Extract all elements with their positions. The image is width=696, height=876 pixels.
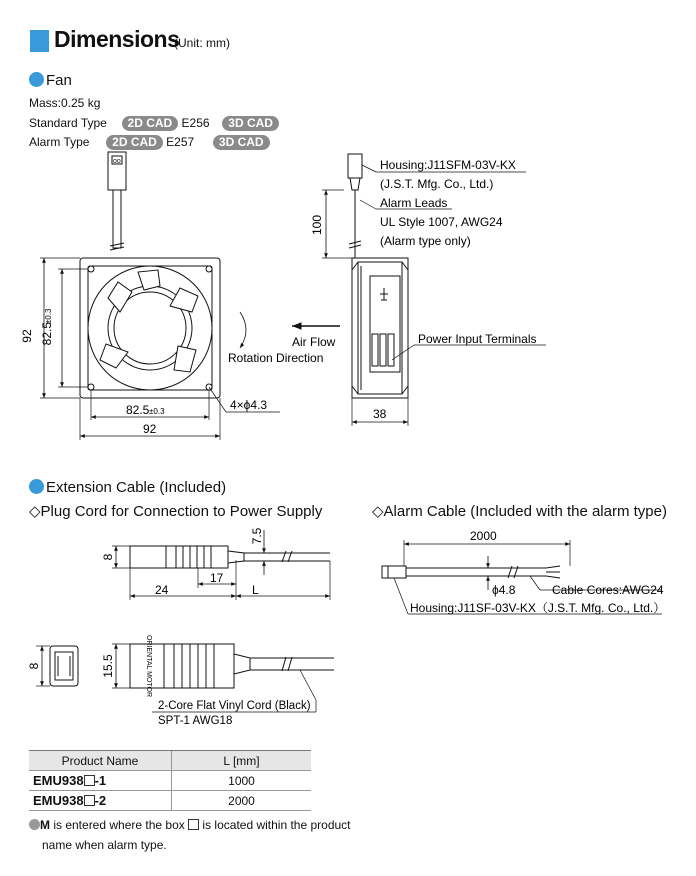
- housing-maker: (J.S.T. Mfg. Co., Ltd.): [380, 177, 494, 191]
- alarm-code: E257: [166, 135, 195, 149]
- tol-horizontal: ±0.3: [149, 407, 165, 416]
- dim-L: L: [252, 583, 259, 597]
- note-text-2: is located within the product: [199, 818, 351, 832]
- note: [29, 815, 351, 855]
- table-header-row: [29, 751, 311, 771]
- holes-label: 4×ϕ4.3: [230, 398, 268, 412]
- mass-label: Mass:0.25 kg: [29, 96, 101, 110]
- power-input-label: Power Input Terminals: [418, 332, 537, 346]
- housing-label: Housing:J11SFM-03V-KX: [380, 158, 516, 172]
- oriental-motor-mark: ORIENTAL MOTOR: [145, 634, 152, 698]
- fan-front-view: [40, 152, 280, 440]
- alarm-housing-label: Housing:J11SF-03V-KX（J.S.T. Mfg. Co., Ltd.）: [410, 601, 666, 615]
- product-suffix: -2: [94, 793, 107, 808]
- product-name: [29, 771, 172, 791]
- alarm-leads-label: Alarm Leads: [380, 196, 448, 210]
- air-flow-label: Air Flow: [292, 335, 336, 349]
- product-prefix: EMU938: [33, 773, 84, 788]
- note-text-3: name when alarm type.: [42, 838, 167, 852]
- alarm-diameter: ϕ4.8: [492, 583, 516, 597]
- note-text-1: is entered where the box: [50, 818, 189, 832]
- dim-38: 38: [373, 407, 387, 421]
- alarm-3d-cad-button[interactable]: 3D CAD: [213, 135, 270, 150]
- ul-style-label: UL Style 1007, AWG24: [380, 215, 503, 229]
- product-name: [29, 791, 172, 811]
- page-title: Dimensions: [54, 26, 180, 52]
- fan-heading-label: Fan: [46, 72, 72, 89]
- bullet-icon: [29, 479, 44, 494]
- rotation-direction-label: Rotation Direction: [228, 351, 324, 365]
- box-icon: [84, 795, 95, 806]
- note-bullet-icon: [29, 819, 40, 830]
- product-table: [29, 750, 311, 811]
- dim-8-top: 8: [101, 553, 115, 561]
- extension-heading: [29, 479, 226, 496]
- plug-end-view: [36, 646, 78, 686]
- dim-8-side: 8: [27, 662, 41, 670]
- unit-label: (Unit: mm): [174, 36, 230, 50]
- dim-92-vertical: 92: [20, 329, 34, 343]
- cord-spec-line1: 2-Core Flat Vinyl Cord (Black): [158, 700, 311, 712]
- dim-82-5-vertical: 82.5: [40, 322, 54, 346]
- tol-vertical: ±0.3: [44, 308, 53, 324]
- dim-7-5: 7.5: [250, 527, 264, 545]
- standard-type-label: Standard Type: [29, 116, 107, 130]
- dim-92-horizontal: 92: [143, 422, 157, 436]
- standard-code: E256: [181, 116, 210, 130]
- dim-100: 100: [310, 214, 324, 236]
- alarm-2d-cad-button[interactable]: 2D CAD: [106, 135, 163, 150]
- dim-24: 24: [155, 583, 169, 597]
- length-value: 2000: [172, 791, 312, 811]
- plug-cord-heading: ◇Plug Cord for Connection to Power Supply: [29, 503, 323, 520]
- dim-82-5-horizontal: 82.5: [126, 403, 150, 417]
- col-header-product: Product Name: [29, 751, 172, 771]
- extension-heading-label: Extension Cable (Included): [46, 479, 227, 496]
- dim-17: 17: [210, 571, 224, 585]
- alarm-dim-2000: 2000: [470, 529, 497, 543]
- note-bold: M: [40, 818, 50, 832]
- product-suffix: -1: [94, 773, 107, 788]
- alarm-cable-cores: Cable Cores:AWG24: [552, 583, 664, 597]
- length-value: 1000: [172, 771, 312, 791]
- cord-spec-line2: SPT-1 AWG18: [158, 715, 233, 727]
- product-prefix: EMU938: [33, 793, 84, 808]
- standard-3d-cad-button[interactable]: 3D CAD: [222, 116, 279, 131]
- table-row: [29, 771, 311, 791]
- col-header-length: L [mm]: [172, 751, 312, 771]
- standard-2d-cad-button[interactable]: 2D CAD: [122, 116, 179, 131]
- connector-pins: oo: [113, 158, 121, 165]
- box-icon: [84, 775, 95, 786]
- alarm-only-label: (Alarm type only): [380, 234, 471, 248]
- alarm-cable-heading: ◇Alarm Cable (Included with the alarm type): [372, 503, 667, 520]
- table-row: [29, 791, 311, 811]
- box-icon: [188, 819, 199, 830]
- dim-15-5: 15.5: [101, 654, 115, 678]
- alarm-type-label: Alarm Type: [29, 135, 90, 149]
- plug-cord-top-view: [112, 530, 330, 600]
- fan-side-view: [292, 154, 546, 426]
